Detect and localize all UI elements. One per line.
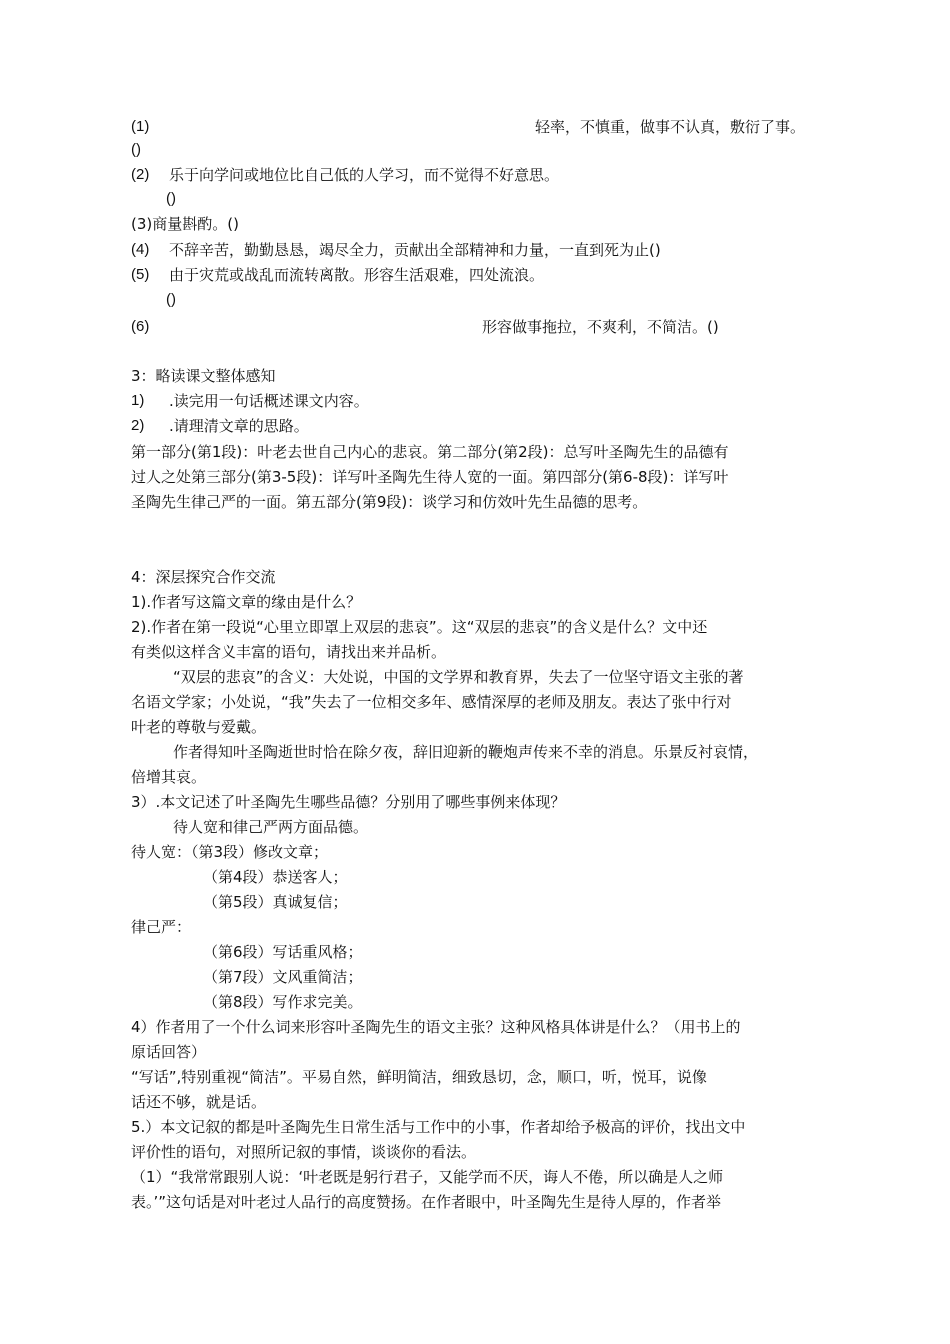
- section4-title: 4：深层探究合作交流: [131, 568, 276, 586]
- vocab-6-number: (6): [131, 318, 150, 335]
- question-1: 1).作者写这篇文章的缘由是什么？: [131, 593, 362, 611]
- answer-3-line: （第4段）恭送客人；: [203, 868, 348, 886]
- answer-2-line: “双层的悲哀”的含义：大处说，中国的文学界和教育界，失去了一位坚守语文主张的著: [173, 668, 744, 686]
- structure-line: 过人之处第三部分(第3-5段)：详写叶圣陶先生待人宽的一面。第四部分(第6-8段)：详写叶: [131, 468, 729, 486]
- answer-3-line: 待人宽和律己严两方面品德。: [173, 818, 369, 836]
- section3-q1: .读完用一句话概述课文内容。: [169, 392, 369, 410]
- vocab-6-definition: 形容做事拖拉，不爽利，不简洁。(): [482, 318, 719, 336]
- vocab-1-number: (1): [131, 118, 150, 135]
- answer-5-line: 表。’”这句话是对叶老过人品行的高度赞扬。在作者眼中，叶圣陶先生是待人厚的，作者举: [131, 1193, 722, 1211]
- question-2-cont: 有类似这样含义丰富的语句，请找出来并品析。: [131, 643, 447, 661]
- answer-3-line: （第6段）写话重风格；: [203, 943, 363, 961]
- answer-3-line: （第8段）写作求完美。: [203, 993, 363, 1011]
- answer-2-line: 作者得知叶圣陶逝世时恰在除夕夜，辞旧迎新的鞭炮声传来不幸的消息。乐景反衬哀情，: [173, 743, 759, 761]
- answer-3-line: 待人宽：（第3段）修改文章；: [131, 843, 329, 861]
- question-4: 4）作者用了一个什么词来形容叶圣陶先生的语文主张？这种风格具体讲是什么？（用书上的: [131, 1018, 741, 1036]
- structure-line: 第一部分(第1段)：叶老去世自己内心的悲哀。第二部分(第2段)：总写叶圣陶先生的品德有: [131, 443, 729, 461]
- vocab-4-definition: 不辞辛苦，勤勤恳恳，竭尽全力，贡献出全部精神和力量，一直到死为止(): [169, 241, 661, 259]
- vocab-2-definition: 乐于向学问或地位比自己低的人学习，而不觉得不好意思。: [169, 166, 560, 184]
- section3-title: 3：略读课文整体感知: [131, 367, 276, 385]
- answer-2-line: 名语文学家；小处说，“我”失去了一位相交多年、感情深厚的老师及朋友。表达了张中行对: [131, 693, 732, 711]
- section3-q2-number: 2): [131, 417, 145, 434]
- answer-4-line: “写话”,特别重视“简洁”。平易自然，鲜明简洁，细致恳切，念，顺口，听，悦耳，说像: [131, 1068, 707, 1086]
- vocab-1-blank: (): [131, 141, 141, 158]
- question-5: 5.）本文记叙的都是叶圣陶先生日常生活与工作中的小事，作者却给予极高的评价，找出文中: [131, 1118, 746, 1136]
- structure-line: 圣陶先生律己严的一面。第五部分(第9段)：谈学习和仿效叶先生品德的思考。: [131, 493, 648, 511]
- question-2: 2).作者在第一段说“心里立即罩上双层的悲哀”。这“双层的悲哀”的含义是什么？文中还: [131, 618, 708, 636]
- section3-q2: .请理清文章的思路。: [169, 417, 309, 435]
- answer-2-line: 倍增其哀。: [131, 768, 207, 786]
- answer-3-line: （第5段）真诚复信；: [203, 893, 348, 911]
- answer-3-line: 律己严：: [131, 918, 192, 936]
- question-4-cont: 原话回答）: [131, 1043, 207, 1061]
- section3-q1-number: 1): [131, 392, 145, 409]
- vocab-5-blank: (): [166, 291, 176, 308]
- question-3: 3）.本文记述了叶圣陶先生哪些品德？分别用了哪些事例来体现？: [131, 793, 566, 811]
- vocab-3: (3)商量斟酌。(): [131, 215, 239, 233]
- vocab-2-blank: (): [166, 190, 176, 207]
- answer-3-line: （第7段）文风重简洁；: [203, 968, 363, 986]
- answer-2-line: 叶老的尊敬与爱戴。: [131, 718, 267, 736]
- answer-4-line: 话还不够，就是话。: [131, 1093, 267, 1111]
- vocab-4-number: (4): [131, 241, 150, 258]
- question-5-cont: 评价性的语句，对照所记叙的事情，谈谈你的看法。: [131, 1143, 477, 1161]
- vocab-5-definition: 由于灾荒或战乱而流转离散。形容生活艰难，四处流浪。: [169, 266, 545, 284]
- vocab-2-number: (2): [131, 166, 150, 183]
- answer-5-line: （1）“我常常跟别人说：‘叶老既是躬行君子，又能学而不厌，诲人不倦，所以确是人之师: [131, 1168, 724, 1186]
- vocab-5-number: (5): [131, 266, 150, 283]
- vocab-1-definition: 轻率，不慎重，做事不认真，敷衍了事。: [535, 118, 806, 136]
